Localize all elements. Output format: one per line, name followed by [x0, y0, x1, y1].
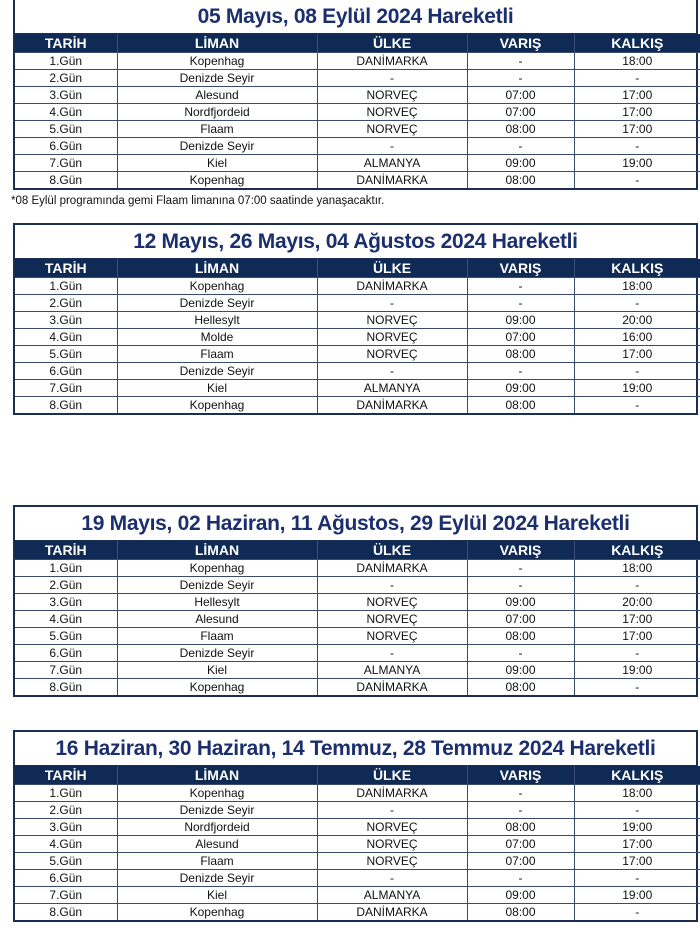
- cell-departure: -: [574, 645, 700, 662]
- cell-day: 8.Gün: [15, 397, 117, 414]
- cell-port: Nordfjordeid: [117, 819, 317, 836]
- cell-departure: -: [574, 295, 700, 312]
- cell-port: Flaam: [117, 628, 317, 645]
- cell-day: 5.Gün: [15, 346, 117, 363]
- table-title: 19 Mayıs, 02 Haziran, 11 Ağustos, 29 Eylül 2024 Hareketli: [15, 507, 696, 541]
- cell-departure: -: [574, 577, 700, 594]
- cell-departure: -: [574, 70, 700, 87]
- cell-departure: 17:00: [574, 836, 700, 853]
- table-row: [15, 904, 700, 921]
- cell-arrival: 09:00: [467, 594, 574, 611]
- table-row: [15, 53, 700, 70]
- cell-arrival: 07:00: [467, 104, 574, 121]
- cell-day: 7.Gün: [15, 887, 117, 904]
- cell-arrival: 08:00: [467, 628, 574, 645]
- cell-day: 6.Gün: [15, 870, 117, 887]
- cell-arrival: 07:00: [467, 329, 574, 346]
- cell-departure: 17:00: [574, 611, 700, 628]
- cell-port: Alesund: [117, 87, 317, 104]
- table-title: 12 Mayıs, 26 Mayıs, 04 Ağustos 2024 Hareketli: [15, 225, 696, 259]
- cell-port: Molde: [117, 329, 317, 346]
- column-header-country: ÜLKE: [317, 766, 467, 785]
- cell-arrival: -: [467, 802, 574, 819]
- column-header-country: ÜLKE: [317, 34, 467, 53]
- cell-country: DANİMARKA: [317, 679, 467, 696]
- cell-departure: 16:00: [574, 329, 700, 346]
- cell-arrival: -: [467, 138, 574, 155]
- table-row: [15, 679, 700, 696]
- cell-departure: 17:00: [574, 104, 700, 121]
- cell-arrival: 09:00: [467, 155, 574, 172]
- cell-departure: 18:00: [574, 53, 700, 70]
- cell-departure: -: [574, 363, 700, 380]
- table-row: [15, 138, 700, 155]
- cell-departure: 17:00: [574, 346, 700, 363]
- cell-country: DANİMARKA: [317, 397, 467, 414]
- cell-country: NORVEÇ: [317, 628, 467, 645]
- cell-country: NORVEÇ: [317, 346, 467, 363]
- column-header-departure: KALKIŞ: [574, 541, 700, 560]
- column-header-arrival: VARIŞ: [467, 259, 574, 278]
- cell-arrival: -: [467, 870, 574, 887]
- cell-country: DANİMARKA: [317, 278, 467, 295]
- cell-port: Kiel: [117, 887, 317, 904]
- cell-day: 8.Gün: [15, 904, 117, 921]
- cell-departure: -: [574, 397, 700, 414]
- schedule-table-4: [13, 730, 698, 922]
- cell-day: 1.Gün: [15, 278, 117, 295]
- table-row: [15, 887, 700, 904]
- cell-arrival: 07:00: [467, 836, 574, 853]
- cell-port: Kopenhag: [117, 397, 317, 414]
- table-row: [15, 104, 700, 121]
- table-row: [15, 785, 700, 802]
- cell-day: 1.Gün: [15, 560, 117, 577]
- cell-port: Kopenhag: [117, 679, 317, 696]
- cell-country: DANİMARKA: [317, 904, 467, 921]
- cell-arrival: 09:00: [467, 662, 574, 679]
- cell-day: 2.Gün: [15, 577, 117, 594]
- cell-day: 3.Gün: [15, 819, 117, 836]
- column-header-port: LİMAN: [117, 541, 317, 560]
- table-row: [15, 645, 700, 662]
- schedule-table-1: [13, 0, 698, 190]
- cell-port: Kiel: [117, 380, 317, 397]
- header-row: [15, 34, 700, 53]
- cell-port: Denizde Seyir: [117, 645, 317, 662]
- column-header-port: LİMAN: [117, 34, 317, 53]
- cell-arrival: 07:00: [467, 853, 574, 870]
- cell-departure: -: [574, 138, 700, 155]
- cell-departure: 17:00: [574, 628, 700, 645]
- cell-port: Denizde Seyir: [117, 70, 317, 87]
- header-row: [15, 259, 700, 278]
- cell-port: Nordfjordeid: [117, 104, 317, 121]
- cell-country: -: [317, 363, 467, 380]
- cell-departure: 18:00: [574, 785, 700, 802]
- cell-country: ALMANYA: [317, 887, 467, 904]
- cell-country: -: [317, 70, 467, 87]
- column-header-day: TARİH: [15, 259, 117, 278]
- cell-day: 6.Gün: [15, 645, 117, 662]
- cell-departure: 20:00: [574, 312, 700, 329]
- cell-port: Kopenhag: [117, 278, 317, 295]
- cell-country: NORVEÇ: [317, 611, 467, 628]
- cell-departure: 20:00: [574, 594, 700, 611]
- column-header-departure: KALKIŞ: [574, 766, 700, 785]
- cell-port: Denizde Seyir: [117, 577, 317, 594]
- cell-port: Denizde Seyir: [117, 802, 317, 819]
- cell-day: 4.Gün: [15, 836, 117, 853]
- column-header-arrival: VARIŞ: [467, 766, 574, 785]
- column-header-port: LİMAN: [117, 259, 317, 278]
- cell-country: NORVEÇ: [317, 312, 467, 329]
- cell-country: ALMANYA: [317, 155, 467, 172]
- cell-port: Hellesylt: [117, 594, 317, 611]
- table-row: [15, 836, 700, 853]
- column-header-country: ÜLKE: [317, 541, 467, 560]
- cell-country: -: [317, 577, 467, 594]
- cell-arrival: 08:00: [467, 819, 574, 836]
- column-header-departure: KALKIŞ: [574, 259, 700, 278]
- column-header-day: TARİH: [15, 34, 117, 53]
- table-row: [15, 819, 700, 836]
- cell-day: 8.Gün: [15, 679, 117, 696]
- cell-country: NORVEÇ: [317, 329, 467, 346]
- cell-country: DANİMARKA: [317, 560, 467, 577]
- cell-arrival: -: [467, 70, 574, 87]
- table-row: [15, 397, 700, 414]
- cell-port: Hellesylt: [117, 312, 317, 329]
- table-row: [15, 594, 700, 611]
- cell-departure: 19:00: [574, 155, 700, 172]
- cell-arrival: 09:00: [467, 312, 574, 329]
- cell-port: Kopenhag: [117, 904, 317, 921]
- cell-day: 5.Gün: [15, 121, 117, 138]
- cell-arrival: 07:00: [467, 87, 574, 104]
- itinerary-table: [15, 541, 700, 695]
- cell-day: 1.Gün: [15, 785, 117, 802]
- cell-arrival: 08:00: [467, 172, 574, 189]
- cell-port: Denizde Seyir: [117, 870, 317, 887]
- table-title: 16 Haziran, 30 Haziran, 14 Temmuz, 28 Temmuz 2024 Hareketli: [15, 732, 696, 766]
- itinerary-table: [15, 766, 700, 920]
- cell-country: NORVEÇ: [317, 87, 467, 104]
- cell-arrival: -: [467, 295, 574, 312]
- footnote: *08 Eylül programında gemi Flaam limanına 07:00 saatinde yanaşacaktır.: [11, 195, 385, 207]
- cell-day: 6.Gün: [15, 138, 117, 155]
- column-header-port: LİMAN: [117, 766, 317, 785]
- cell-departure: 17:00: [574, 121, 700, 138]
- cell-country: -: [317, 645, 467, 662]
- cell-departure: -: [574, 172, 700, 189]
- cell-country: -: [317, 870, 467, 887]
- cell-arrival: -: [467, 363, 574, 380]
- table-row: [15, 312, 700, 329]
- cell-port: Kopenhag: [117, 560, 317, 577]
- cell-day: 5.Gün: [15, 853, 117, 870]
- cell-country: NORVEÇ: [317, 594, 467, 611]
- cell-port: Alesund: [117, 611, 317, 628]
- cell-country: -: [317, 138, 467, 155]
- column-header-departure: KALKIŞ: [574, 34, 700, 53]
- cell-country: NORVEÇ: [317, 121, 467, 138]
- cell-day: 4.Gün: [15, 329, 117, 346]
- table-row: [15, 363, 700, 380]
- cell-arrival: -: [467, 577, 574, 594]
- table-row: [15, 662, 700, 679]
- table-title: 05 Mayıs, 08 Eylül 2024 Hareketli: [15, 0, 696, 34]
- cell-day: 6.Gün: [15, 363, 117, 380]
- table-row: [15, 155, 700, 172]
- table-row: [15, 802, 700, 819]
- cell-day: 3.Gün: [15, 594, 117, 611]
- table-row: [15, 870, 700, 887]
- cell-arrival: 09:00: [467, 887, 574, 904]
- cell-port: Kopenhag: [117, 53, 317, 70]
- cell-arrival: 09:00: [467, 380, 574, 397]
- cell-port: Kiel: [117, 662, 317, 679]
- header-row: [15, 541, 700, 560]
- cell-day: 4.Gün: [15, 104, 117, 121]
- cell-day: 1.Gün: [15, 53, 117, 70]
- cell-departure: 18:00: [574, 560, 700, 577]
- cell-day: 7.Gün: [15, 662, 117, 679]
- cell-port: Denizde Seyir: [117, 295, 317, 312]
- cell-arrival: 08:00: [467, 904, 574, 921]
- cell-day: 8.Gün: [15, 172, 117, 189]
- cell-day: 3.Gün: [15, 312, 117, 329]
- table-row: [15, 853, 700, 870]
- cell-arrival: -: [467, 785, 574, 802]
- cell-arrival: -: [467, 278, 574, 295]
- cell-departure: 19:00: [574, 662, 700, 679]
- cell-day: 7.Gün: [15, 155, 117, 172]
- cell-country: ALMANYA: [317, 380, 467, 397]
- column-header-day: TARİH: [15, 766, 117, 785]
- cell-arrival: -: [467, 645, 574, 662]
- table-row: [15, 560, 700, 577]
- table-row: [15, 577, 700, 594]
- cell-port: Denizde Seyir: [117, 363, 317, 380]
- cell-country: NORVEÇ: [317, 853, 467, 870]
- table-row: [15, 346, 700, 363]
- cell-day: 2.Gün: [15, 802, 117, 819]
- cell-arrival: -: [467, 560, 574, 577]
- cell-day: 3.Gün: [15, 87, 117, 104]
- cell-port: Flaam: [117, 853, 317, 870]
- cell-day: 2.Gün: [15, 295, 117, 312]
- cell-port: Denizde Seyir: [117, 138, 317, 155]
- cell-country: DANİMARKA: [317, 53, 467, 70]
- table-row: [15, 172, 700, 189]
- cell-day: 7.Gün: [15, 380, 117, 397]
- cell-departure: 18:00: [574, 278, 700, 295]
- cell-port: Kopenhag: [117, 785, 317, 802]
- itinerary-table: [15, 259, 700, 413]
- table-row: [15, 380, 700, 397]
- cell-departure: -: [574, 679, 700, 696]
- cell-country: NORVEÇ: [317, 836, 467, 853]
- cell-arrival: 08:00: [467, 346, 574, 363]
- cell-country: NORVEÇ: [317, 819, 467, 836]
- table-row: [15, 87, 700, 104]
- cell-departure: -: [574, 904, 700, 921]
- cell-country: -: [317, 802, 467, 819]
- header-row: [15, 766, 700, 785]
- cell-arrival: 08:00: [467, 679, 574, 696]
- cell-day: 4.Gün: [15, 611, 117, 628]
- column-header-day: TARİH: [15, 541, 117, 560]
- cell-arrival: 08:00: [467, 397, 574, 414]
- cell-port: Kiel: [117, 155, 317, 172]
- cell-port: Alesund: [117, 836, 317, 853]
- cell-country: DANİMARKA: [317, 172, 467, 189]
- cell-departure: 19:00: [574, 380, 700, 397]
- cell-country: DANİMARKA: [317, 785, 467, 802]
- itinerary-table: [15, 34, 700, 188]
- column-header-country: ÜLKE: [317, 259, 467, 278]
- table-row: [15, 278, 700, 295]
- column-header-arrival: VARIŞ: [467, 34, 574, 53]
- cell-arrival: 08:00: [467, 121, 574, 138]
- cell-departure: 19:00: [574, 819, 700, 836]
- cell-day: 5.Gün: [15, 628, 117, 645]
- cell-departure: 17:00: [574, 853, 700, 870]
- table-row: [15, 329, 700, 346]
- cell-arrival: -: [467, 53, 574, 70]
- schedule-table-3: [13, 505, 698, 697]
- cell-day: 2.Gün: [15, 70, 117, 87]
- cell-departure: -: [574, 870, 700, 887]
- cell-port: Flaam: [117, 346, 317, 363]
- cell-port: Flaam: [117, 121, 317, 138]
- cell-departure: 17:00: [574, 87, 700, 104]
- schedule-table-2: [13, 223, 698, 415]
- table-row: [15, 70, 700, 87]
- cell-country: ALMANYA: [317, 662, 467, 679]
- table-row: [15, 628, 700, 645]
- cell-country: -: [317, 295, 467, 312]
- cell-arrival: 07:00: [467, 611, 574, 628]
- table-row: [15, 121, 700, 138]
- cell-departure: 19:00: [574, 887, 700, 904]
- cell-departure: -: [574, 802, 700, 819]
- cell-port: Kopenhag: [117, 172, 317, 189]
- cell-country: NORVEÇ: [317, 104, 467, 121]
- table-row: [15, 295, 700, 312]
- table-row: [15, 611, 700, 628]
- column-header-arrival: VARIŞ: [467, 541, 574, 560]
